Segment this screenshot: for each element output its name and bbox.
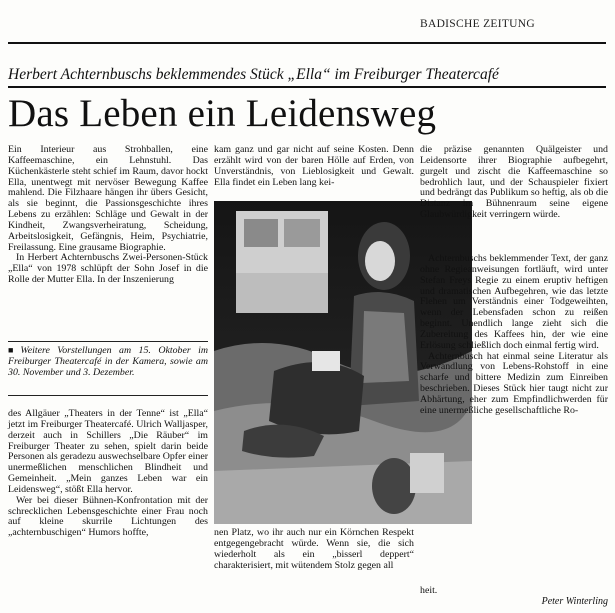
- author-signature: Peter Winterling: [541, 596, 608, 607]
- paragraph: kam ganz und gar nicht auf seine Kosten. Denn erzählt wird von der baren Hölle auf Erden, von Unverständnis, von Lieblosigkeit und Gewalt. Ella findet ein Leben lang kei-: [214, 144, 414, 188]
- article-column-2-top: [214, 145, 414, 188]
- paragraph: die präzise genannten Quälgeister und Leidensorte ihrer Biographie aufbegehrt, gurgelt und zischt die Kaffeemaschine so bedrohlich laut, und der Schauspieler fixiert und bedrängt das Publikum so heftig, als ob die Distanz im Bühnenraum seine eigene Glaubwürdigkeit verringern würde.: [420, 144, 608, 221]
- note-bottom-rule: [8, 395, 208, 396]
- article-column-1-top: [8, 145, 208, 286]
- paragraph: In Herbert Achternbuschs Zwei-Personen-Stück „Ella“ von 1978 schlüpft der Sohn Josef in die Rolle der Mutter Ella. In der Inszenierung: [8, 252, 208, 286]
- article-column-1-bottom: [8, 409, 208, 539]
- article-headline: Das Leben ein Leidensweg: [8, 92, 437, 135]
- note-top-rule: [8, 341, 208, 342]
- performance-note-text: Weitere Vorstellungen am 15. Oktober im Freiburger Theatercafé in der Kamera, sowie am 30. November und 3. Dezember.: [8, 345, 209, 378]
- paragraph: Ein Interieur aus Strohballen, eine Kaffeemaschine, ein Lehnstuhl. Das Küchenkästerle steht schief im Raum, davor hockt Ella, unentwegt mit nervöser Bewegung Kaffee mahlend. Die Filzhaare hängen ihr übers Gesicht, als sie beginnt, die Passionsgeschichte ihres Lebens zu erzählen: Schläge und Gewalt in der Kindheit, Zwangsverheiratung, Scheidung, Arbeitslosigkeit, Gefängnis, Heim, Psychiatrie, Freilassung. Eine grausame Biographie.: [8, 144, 208, 253]
- article-column-3-middle: [420, 254, 608, 417]
- paragraph: Wer bei dieser Bühnen-Konfrontation mit der schrecklichen Lebensgeschichte einer Frau noch auf kleine skurrile Lichtungen des „achternbuschigen“ Humors hoffte,: [8, 494, 208, 539]
- newspaper-masthead: BADISCHE ZEITUNG: [420, 18, 535, 30]
- paragraph: des Allgäuer „Theaters in der Tenne“ ist „Ella“ jetzt im Freiburger Theatercafé. Ulrich Walljasper, derzeit auch in Schillers „Die Räuber“ im Freiburger Theater zu sehen, spielt darin beide Personen als geradezu auswechselbare Opfer einer unermeßlichen menschlichen Blindheit und Gemeinheit. „Mein ganzes Leben war ein Leidensweg“, stößt Ella hervor.: [8, 408, 208, 495]
- paragraph: Achternbusch hat einmal seine Literatur als Verwandlung von Lebens-Rohstoff in eine scharfe und bittere Medizin zum Einreiben beschrieben. Dieses Stück hier taugt nicht zur Abhärtung, eher zum Empfindlichwerden für eine unermeßliche gesellschaftliche Ro-: [420, 350, 608, 416]
- article-kicker: Herbert Achternbuschs beklemmendes Stück „Ella“ im Freiburger Theatercafé: [8, 66, 499, 83]
- kicker-rule: [8, 86, 606, 88]
- paragraph: heit.: [420, 585, 438, 596]
- top-rule: [8, 42, 606, 44]
- paragraph: Achternbuschs beklemmender Text, der ganz ohne Regieanweisungen fortläuft, wird unter Stefan Freys Regie zu einem eruptiv heftigen und dramatischen Aufbegehren, wie das letzte Flehen um Verständnis einer Todgeweihten, wenn der Lebensfaden schon zu reißen beginnt. Unendlich lange zieht sich die Zubereitung des Kaffees hin, der wie eine Erlösung schließlich doch einmal fertig wird.: [420, 253, 608, 351]
- performance-note: [8, 345, 208, 378]
- square-bullet-icon: ■: [8, 345, 19, 355]
- article-column-3-top: [420, 145, 608, 221]
- article-column-2-bottom: [214, 528, 414, 571]
- paragraph: nen Platz, wo ihr auch nur ein Körnchen Respekt entgegengebracht würde. Wenn sie, die sich wiederholt als ein „bisserl deppert“ charakterisiert, mit wütendem Stolz gegen all: [214, 527, 414, 571]
